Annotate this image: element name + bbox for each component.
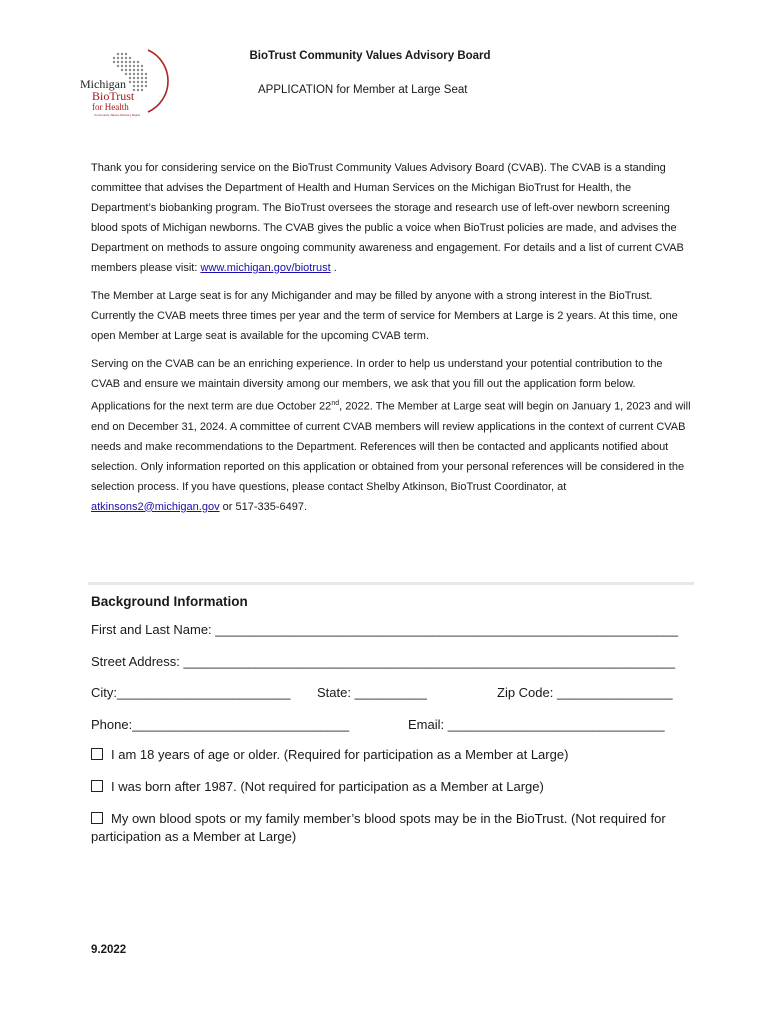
- intro-text: [91, 158, 693, 525]
- phone-field[interactable]: Phone:______________________________: [91, 716, 350, 732]
- logo-line1: Michigan: [80, 77, 126, 91]
- intro-p3-text: Serving on the CVAB can be an enriching experience. In order to help us understand your potential contribution to the CVAB and ensure we maintain diversity among our members, we ask that you fill out the application form below. Applications for the next term are due October 22: [91, 358, 663, 413]
- intro-paragraph-3: [91, 354, 693, 517]
- logo-line2: BioTrust: [92, 89, 135, 103]
- blood-spots-checkbox[interactable]: [91, 812, 103, 824]
- section-divider: [88, 582, 694, 585]
- background-form: [91, 590, 701, 860]
- state-field[interactable]: State: __________: [317, 685, 427, 700]
- form-version: 9.2022: [91, 944, 127, 956]
- city-state-zip-row: [91, 683, 701, 715]
- born-checkbox-label: I was born after 1987. (Not required for participation as a Member at Large): [111, 779, 544, 794]
- intro-paragraph-1: [91, 158, 693, 278]
- intro-p3-text-2: , 2022. The Member at Large seat will begin on January 1, 2023 and will end on December 31, 2024. A committee of current CVAB members will review applications in the context of current CVAB needs and make recommendations to the Department. References will then be contacted and applicants notified about selection. Only information reported on this application or obtained from your personal references will be considered in the selection process. If you have questions, please contact Shelby Atkinson, BioTrust Coordinator, at: [91, 400, 691, 493]
- section-heading: Background Information: [91, 594, 248, 609]
- blood-spots-checkbox-label: My own blood spots or my family member’s blood spots may be in the BioTrust. (Not required for participation as a Member at Large): [91, 811, 666, 844]
- logo-line3: for Health: [92, 102, 129, 112]
- document-subtitle: APPLICATION for Member at Large Seat: [258, 84, 468, 96]
- intro-paragraph-2: The Member at Large seat is for any Michigander and may be filled by anyone with a strong interest in the BioTrust. Currently the CVAB meets three times per year and the term of service for Members at Large is 2 years. At this time, one open Member at Large seat is available for the upcoming CVAB term.: [91, 290, 678, 342]
- street-field-row: [91, 652, 701, 684]
- age-checkbox-row: [91, 746, 701, 764]
- street-address-field[interactable]: Street Address: ____________________________________________________________________: [91, 653, 676, 669]
- age-checkbox-label: I am 18 years of age or older. (Required for participation as a Member at Large): [111, 747, 569, 762]
- document-title: BioTrust Community Values Advisory Board: [249, 50, 491, 62]
- ordinal-suffix: nd: [331, 400, 340, 407]
- email-field[interactable]: Email: ______________________________: [408, 716, 665, 732]
- zip-code-field[interactable]: Zip Code: ________________: [497, 685, 673, 700]
- intro-p3-end: or 517-335-6497.: [219, 500, 308, 513]
- phone-email-row: [91, 715, 701, 747]
- born-after-1987-checkbox[interactable]: [91, 780, 103, 792]
- city-field[interactable]: City:________________________: [91, 685, 291, 700]
- born-checkbox-row: [91, 778, 701, 796]
- intro-p1-text: Thank you for considering service on the BioTrust Community Values Advisory Board (CVAB). The CVAB is a standing committee that advises the Department of Health and Human Services on the Michigan BioTrust for Health, the Department’s biobanking program. The BioTrust oversees the storage and research use of left-over newborn screening blood spots of Michigan newborns. The CVAB gives the public a voice when BioTrust policies are made, and advises the Department on methods to assure ongoing community awareness and engagement. For details and a list of current CVAB members please visit:: [91, 162, 684, 274]
- biotrust-website-link[interactable]: www.michigan.gov/biotrust: [200, 262, 331, 274]
- intro-p1-end: .: [330, 262, 337, 274]
- age-checkbox[interactable]: [91, 748, 103, 760]
- logo-tagline: Community Values Advisory Board: [94, 113, 140, 117]
- name-field-row: [91, 620, 701, 652]
- coordinator-email-link[interactable]: atkinsons2@michigan.gov: [91, 500, 220, 513]
- name-field[interactable]: First and Last Name: ________________________________________________________________: [91, 622, 678, 637]
- blood-spots-checkbox-row: [91, 810, 701, 846]
